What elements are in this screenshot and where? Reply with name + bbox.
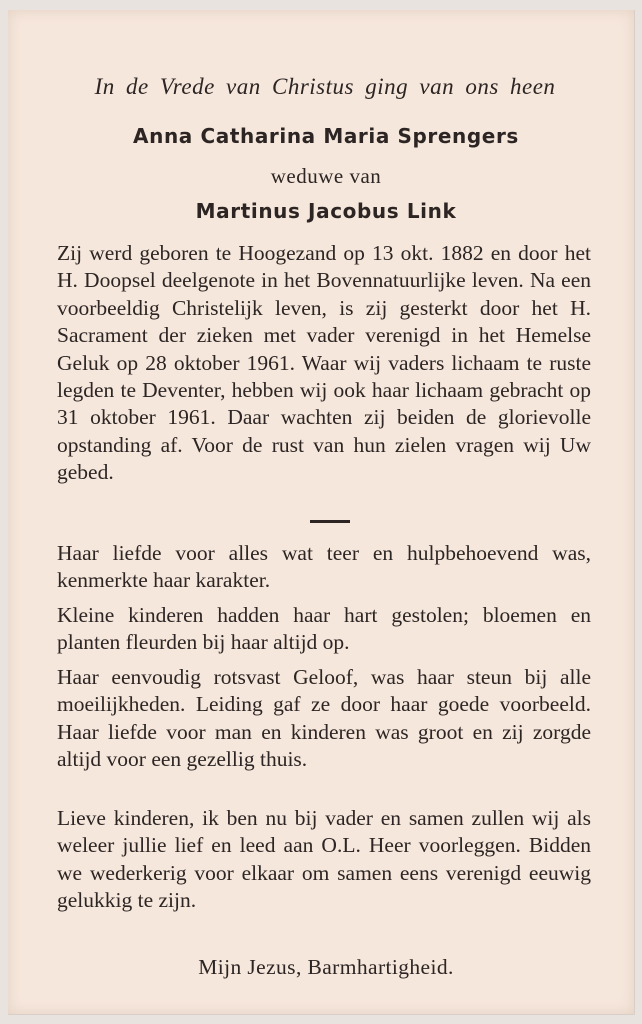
husband-name: Martinus Jacobus Link xyxy=(195,199,457,223)
intro-line: In de Vrede van Christus ging van ons heen xyxy=(94,74,556,99)
closing-prayer: Mijn Jezus, Barmhartigheid. xyxy=(198,955,454,979)
section-divider xyxy=(310,520,350,523)
paragraph-love: Haar liefde voor alles wat teer en hulpbehoevend was, kenmerkte haar karakter. xyxy=(57,541,591,593)
deceased-name: Anna Catharina Maria Sprengers xyxy=(133,124,519,148)
biography-paragraph: Zij werd geboren te Hoogezand op 13 okt. 1882 en door het H. Doopsel deelgenote in het Bovennatuurlijke leven. Na een voorbeeldig Christelijk leven, is zij gesterkt door het H. Sacrament der zieken met vader verenigd in het Hemelse Geluk op 28 oktober 1961. Waar wij vaders lichaam te ruste legden te Deventer, hebben wij ook haar lichaam gebracht op 31 oktober 1961. Daar wachten zij beiden de glorievolle opstanding af. Voor de rust van hun zielen vragen wij Uw gebed. xyxy=(57,241,591,485)
paragraph-farewell: Lieve kinderen, ik ben nu bij vader en samen zullen wij als weleer jullie lief en leed aan O.L. Heer voorleggen. Bidden we wederkerig voor elkaar om samen eens verenigd eeuwig gelukkig te zijn. xyxy=(57,806,591,913)
paragraph-children-flowers: Kleine kinderen hadden haar hart gestolen; bloemen en planten fleurden bij haar altijd op. xyxy=(57,603,591,655)
paragraph-faith: Haar eenvoudig rotsvast Geloof, was haar steun bij alle moeilijkheden. Leiding gaf ze door haar goede voorbeeld. Haar liefde voor man en kinderen was groot en zij zorgde altijd voor een gezellig thuis. xyxy=(57,665,591,772)
widow-of-label: weduwe van xyxy=(270,164,382,188)
memorial-card xyxy=(8,10,635,1015)
